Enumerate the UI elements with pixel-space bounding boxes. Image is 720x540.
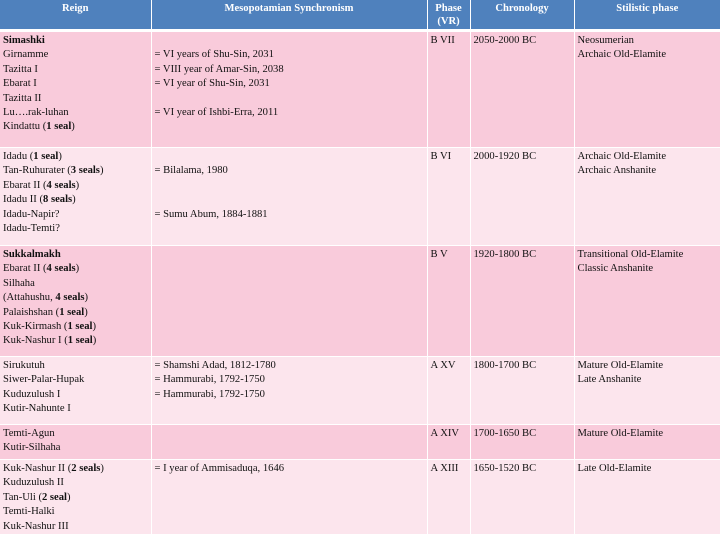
reign-line: Tan-Ruhurater (3 seals) bbox=[3, 165, 104, 177]
seal-count: 4 seals bbox=[46, 263, 76, 275]
header-chronology: Chronology bbox=[470, 0, 574, 31]
cell-line: B VII bbox=[430, 35, 455, 46]
reign-line: Girnamme bbox=[3, 49, 49, 61]
cell-stylistic bbox=[574, 357, 720, 425]
cell-line: Archaic Anshanite bbox=[577, 165, 657, 177]
cell-line: 1800-1700 BC bbox=[473, 360, 537, 371]
reign-line bbox=[3, 34, 148, 48]
cell-line bbox=[155, 222, 424, 236]
cell-line: Archaic Old-Elamite bbox=[577, 151, 667, 162]
cell-line: = VI year of Ishbi-Erra, 2011 bbox=[154, 107, 279, 118]
cell-phase bbox=[427, 148, 470, 246]
seal-count: 1 seal bbox=[46, 121, 72, 133]
reign-line: Temti-Agun bbox=[3, 428, 55, 439]
seal-count: 2 seals bbox=[71, 463, 101, 474]
reign-line bbox=[3, 248, 148, 262]
cell-line: B VI bbox=[430, 151, 452, 162]
cell-stylistic bbox=[574, 31, 720, 148]
reign-line: Idadu-Temti? bbox=[3, 223, 60, 235]
header-reign: Reign bbox=[0, 0, 151, 31]
cell-phase bbox=[427, 460, 470, 535]
reign-line: Tan-Uli (2 seal) bbox=[3, 491, 71, 503]
cell-line: = Hammurabi, 1792-1750 bbox=[154, 388, 265, 400]
cell-line bbox=[155, 120, 424, 134]
cell-line: Archaic Old-Elamite bbox=[577, 49, 667, 61]
cell-line: = Hammurabi, 1792-1750 bbox=[154, 374, 265, 386]
cell-reign bbox=[0, 148, 151, 246]
cell-line: = VIII year of Amar-Sin, 2038 bbox=[154, 63, 284, 75]
cell-chronology bbox=[470, 31, 574, 148]
header-synchronism: Mesopotamian Synchronism bbox=[151, 0, 427, 31]
seal-count: 1 seal bbox=[67, 335, 93, 347]
reign-line: Siwer-Palar-Hupak bbox=[3, 374, 85, 386]
cell-synchronism bbox=[151, 357, 427, 425]
table-row bbox=[0, 31, 720, 148]
reign-line: Ebarat I bbox=[3, 78, 37, 90]
header-phase-line1: Phase bbox=[435, 3, 462, 14]
reign-line: Kutir-Silhaha bbox=[3, 442, 61, 454]
reign-line: Kuk-Nashur II (2 seals) bbox=[3, 463, 104, 474]
reign-line: Palaishshan (1 seal) bbox=[3, 306, 88, 318]
table-row bbox=[0, 357, 720, 425]
cell-stylistic bbox=[574, 425, 720, 460]
cell-synchronism bbox=[151, 425, 427, 460]
cell-reign bbox=[0, 460, 151, 535]
cell-phase bbox=[427, 246, 470, 357]
reign-line: Ebarat II (4 seals) bbox=[3, 179, 80, 191]
cell-phase bbox=[427, 31, 470, 148]
reign-line: Kutir-Nahunte I bbox=[3, 403, 71, 415]
seal-count: 3 seals bbox=[70, 165, 100, 177]
table-row bbox=[0, 460, 720, 535]
cell-line: Transitional Old-Elamite bbox=[577, 249, 684, 260]
cell-line bbox=[155, 92, 424, 106]
cell-line: 1920-1800 BC bbox=[473, 249, 537, 260]
cell-line: = Shamshi Adad, 1812-1780 bbox=[154, 360, 276, 371]
reign-line: Ebarat II (4 seals) bbox=[3, 263, 80, 275]
header-row bbox=[0, 0, 720, 31]
cell-line: A XV bbox=[430, 360, 456, 371]
reign-line: Kuduzulush II bbox=[3, 477, 64, 489]
cell-line bbox=[155, 150, 424, 164]
cell-reign bbox=[0, 425, 151, 460]
table-body bbox=[0, 31, 720, 535]
cell-synchronism bbox=[151, 31, 427, 148]
cell-chronology bbox=[470, 246, 574, 357]
cell-line: = VI year of Shu-Sin, 2031 bbox=[154, 78, 270, 90]
reign-line: Tazitta II bbox=[3, 92, 42, 104]
reign-line: Kuduzulush I bbox=[3, 388, 61, 400]
table-row bbox=[0, 148, 720, 246]
cell-synchronism bbox=[151, 246, 427, 357]
header-phase bbox=[427, 0, 470, 31]
cell-line: B V bbox=[430, 249, 448, 260]
cell-line: Late Anshanite bbox=[577, 374, 642, 386]
reign-line: (Attahushu, 4 seals) bbox=[3, 292, 89, 304]
cell-chronology bbox=[470, 425, 574, 460]
seal-count: 8 seals bbox=[43, 194, 73, 206]
cell-line: 2000-1920 BC bbox=[473, 151, 537, 162]
seal-count: 4 seals bbox=[46, 179, 76, 191]
cell-reign bbox=[0, 246, 151, 357]
reign-title: Simashki bbox=[3, 35, 45, 46]
reign-line: Kuk-Nashur I (1 seal) bbox=[3, 335, 97, 347]
cell-line bbox=[155, 193, 424, 207]
cell-line: = Bilalama, 1980 bbox=[154, 165, 228, 177]
cell-stylistic bbox=[574, 148, 720, 246]
cell-line bbox=[155, 179, 424, 193]
table-row bbox=[0, 425, 720, 460]
cell-line: 1650-1520 BC bbox=[473, 463, 537, 474]
cell-chronology bbox=[470, 148, 574, 246]
cell-phase bbox=[427, 425, 470, 460]
seal-count: 2 seal bbox=[41, 491, 67, 503]
cell-synchronism bbox=[151, 460, 427, 535]
reign-line: Kindattu (1 seal) bbox=[3, 121, 75, 133]
cell-stylistic bbox=[574, 246, 720, 357]
cell-synchronism bbox=[151, 148, 427, 246]
cell-line: Neosumerian bbox=[577, 35, 634, 46]
seal-count: 4 seals bbox=[55, 292, 85, 304]
cell-line: Mature Old-Elamite bbox=[577, 360, 664, 371]
reign-line: Temti-Halki bbox=[3, 506, 55, 518]
seal-count: 1 seal bbox=[59, 306, 85, 318]
cell-line: 2050-2000 BC bbox=[473, 35, 537, 46]
cell-line: A XIV bbox=[430, 428, 460, 439]
seal-count: 1 seal bbox=[33, 151, 59, 162]
cell-line: Mature Old-Elamite bbox=[577, 428, 664, 439]
reign-title: Sukkalmakh bbox=[3, 249, 61, 260]
header-stylistic: Stilistic phase bbox=[574, 0, 720, 31]
cell-line: Classic Anshanite bbox=[577, 263, 654, 275]
cell-line: Late Old-Elamite bbox=[577, 463, 652, 474]
reign-line: Sirukutuh bbox=[3, 360, 45, 371]
table-row bbox=[0, 246, 720, 357]
reign-line: Idadu II (8 seals) bbox=[3, 194, 76, 206]
reign-line: Idadu (1 seal) bbox=[3, 151, 62, 162]
header-phase-line2: (VR) bbox=[437, 16, 460, 27]
cell-reign bbox=[0, 31, 151, 148]
reign-line: Kuk-Kirmash (1 seal) bbox=[3, 321, 96, 333]
cell-chronology bbox=[470, 460, 574, 535]
cell-phase bbox=[427, 357, 470, 425]
cell-line: A XIII bbox=[430, 463, 459, 474]
seal-count: 1 seal bbox=[67, 321, 93, 333]
cell-line: = I year of Ammisaduqa, 1646 bbox=[154, 463, 285, 474]
reign-line: Silhaha bbox=[3, 277, 35, 289]
reign-line: Idadu-Napir? bbox=[3, 208, 60, 220]
reign-line: Kuk-Nashur III bbox=[3, 520, 69, 532]
cell-stylistic bbox=[574, 460, 720, 535]
reign-line: Lu….rak-luhan bbox=[3, 107, 69, 119]
cell-reign bbox=[0, 357, 151, 425]
reign-line: Tazitta I bbox=[3, 63, 38, 75]
cell-chronology bbox=[470, 357, 574, 425]
cell-line: = Sumu Abum, 1884-1881 bbox=[154, 208, 268, 220]
cell-line: = VI years of Shu-Sin, 2031 bbox=[154, 49, 274, 61]
cell-line: 1700-1650 BC bbox=[473, 428, 537, 439]
cell-line bbox=[155, 34, 424, 48]
